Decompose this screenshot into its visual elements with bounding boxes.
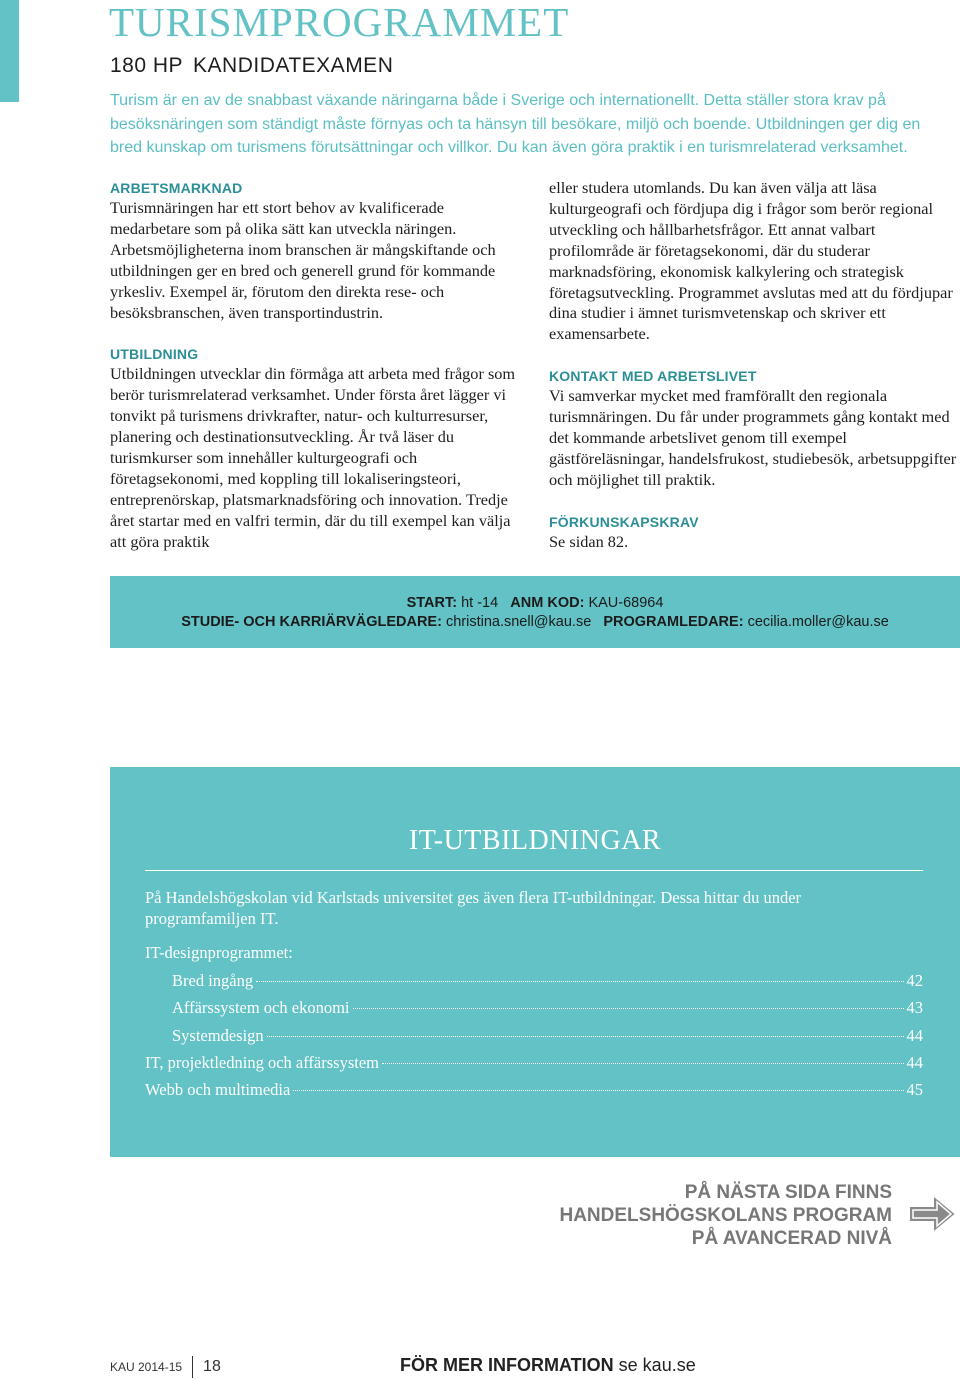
intro-paragraph: Turism är en av de snabbast växande näringarna både i Sverige och internationellt. Detta ställer stora krav på besöksnäringen som ständigt måste förnyas och ta hänsyn till besökare, miljö och boende. Utbildningen ger dig en bred kunskap om turismens förutsättningar och villkor. Du kan även göra praktik i en turismrelaterad verksamhet. [110,92,921,156]
toc-entry[interactable] [145,1079,923,1101]
toc-entry-page: 45 [906,1080,923,1099]
forkunskap-heading: FÖRKUNSKAPSKRAV [549,513,699,530]
toc-entry[interactable] [145,1052,923,1074]
toc-entry-page: 42 [906,971,923,990]
toc-entry-label: Affärssystem och ekonomi [172,998,350,1017]
degree-subtitle [110,54,393,78]
vagledare-email-link[interactable]: christina.snell@kau.se [445,614,592,630]
toc-entry[interactable] [172,1025,923,1047]
forkunskap-text: Se sidan 82. [549,531,629,551]
it-programs-box [110,767,960,1157]
program-info-box [110,576,960,648]
toc-leader [267,1036,904,1037]
toc-entry[interactable] [172,970,923,992]
page-title: TURISMPROGRAMMET [109,0,570,45]
next-page-line: PÅ NÄSTA SIDA FINNS [684,1182,892,1203]
toc-leader [382,1063,904,1064]
footer-page-info [110,1356,221,1378]
vagledare-label: STUDIE- OCH KARRIÄRVÄGLEDARE: [181,614,442,630]
info-line-contacts [110,614,960,630]
utbildning-text: Utbildningen utvecklar din förmåga att arbeta med frågor som berör turismrelaterad verksamhet. Under första året lägger vi tonvikt på turismens drivkrafter, natur- och kulturresurser, planering och destinationsutveckling. År två läser du turismkurser som innehåller kulturgeografi och företagsekonomi, med koppling till lokaliseringsteori, entreprenörskap, platsmarknadsföring och innovation. Tredje året startar med en valfri termin, där du till exempel kan välja att göra praktik [110,364,516,551]
toc-entry-label: Systemdesign [172,1026,264,1045]
it-design-label: IT-designprogrammet: [145,943,293,962]
programledare-label: PROGRAMLEDARE: [603,614,744,630]
toc-leader [256,981,903,982]
toc-leader [353,1008,904,1009]
anm-label: ANM KOD: [510,595,585,611]
credits-label: 180 HP [110,54,184,77]
next-page-notice [559,1181,892,1250]
toc-entry-label: Webb och multimedia [145,1080,291,1099]
start-label: START: [406,595,458,611]
left-column [110,178,520,574]
utbildning-continued-text: eller studera utomlands. Du kan även välja att läsa kulturgeografi och fördjupa dig i frågor som berör regional utveckling och hållbarhetsfrågor. Ett annat valbart profilområde är företagsekonomi, där du studerar marknadsföring, ekonomisk kalkylering och strategisk företagsutveckling. Programmet avslutas med att du fördjupar dina studier i ämnet turismvetenskap och skriver ett examensarbete. [549,178,953,344]
next-page-line: PÅ AVANCERAD NIVÅ [691,1228,892,1249]
toc-entry-page: 44 [906,1026,923,1045]
right-column [549,178,959,574]
kontakt-text: Vi samverkar mycket med framförallt den regionala turismnäringen. Du får under programmets gång kontakt med det kommande arbetslivet genom till exempel gästföreläsningar, handelsfrukost, studiebesök, arbetsuppgifter och möjlighet till praktik. [549,386,957,489]
it-divider [145,870,923,871]
start-value: ht -14 [461,595,499,611]
next-page-line: HANDELSHÖGSKOLANS PROGRAM [559,1205,892,1226]
kontakt-heading: KONTAKT MED ARBETSLIVET [549,368,757,385]
more-info-label: FÖR MER INFORMATION [400,1355,614,1375]
side-tab-marker [0,0,19,102]
footer-separator [192,1356,193,1378]
toc-entry[interactable] [172,997,923,1019]
toc-entry-page: 43 [906,998,923,1017]
toc-entry-page: 44 [906,1053,923,1072]
more-info-link[interactable]: se kau.se [618,1355,696,1375]
page-number: 18 [203,1358,221,1375]
anm-value: KAU-68964 [588,595,664,611]
arbetsmarknad-heading: ARBETSMARKNAD [110,180,243,196]
programledare-email-link[interactable]: cecilia.moller@kau.se [747,614,889,630]
toc-entry-label: IT, projektledning och affärssystem [145,1053,379,1072]
footer-catalog-label: KAU 2014-15 [110,1360,183,1374]
it-intro: På Handelshögskolan vid Karlstads universitet ges även flera IT-utbildningar. Dessa hittar du under programfamiljen IT. [145,888,802,928]
toc-entry-label: Bred ingång [172,971,254,990]
footer-more-info [400,1355,696,1376]
arbetsmarknad-text: Turismnäringen har ett stort behov av kvalificerade medarbetare som på olika sätt kan utveckla näringen. Arbetsmöjligheterna inom branschen är mångskiftande och utbildningen ger en bred och generell grund för kommande yrkesliv. Exempel är, förutom den direkta rese- och besöksbranschen, även transportindustrin. [110,198,496,322]
it-title: IT-UTBILDNINGAR [408,825,662,856]
arrow-right-icon[interactable] [907,1192,959,1236]
degree-label: KANDIDATEXAMEN [193,54,394,77]
utbildning-heading: UTBILDNING [110,346,199,363]
toc-leader [293,1090,903,1091]
info-line-start [110,595,960,611]
